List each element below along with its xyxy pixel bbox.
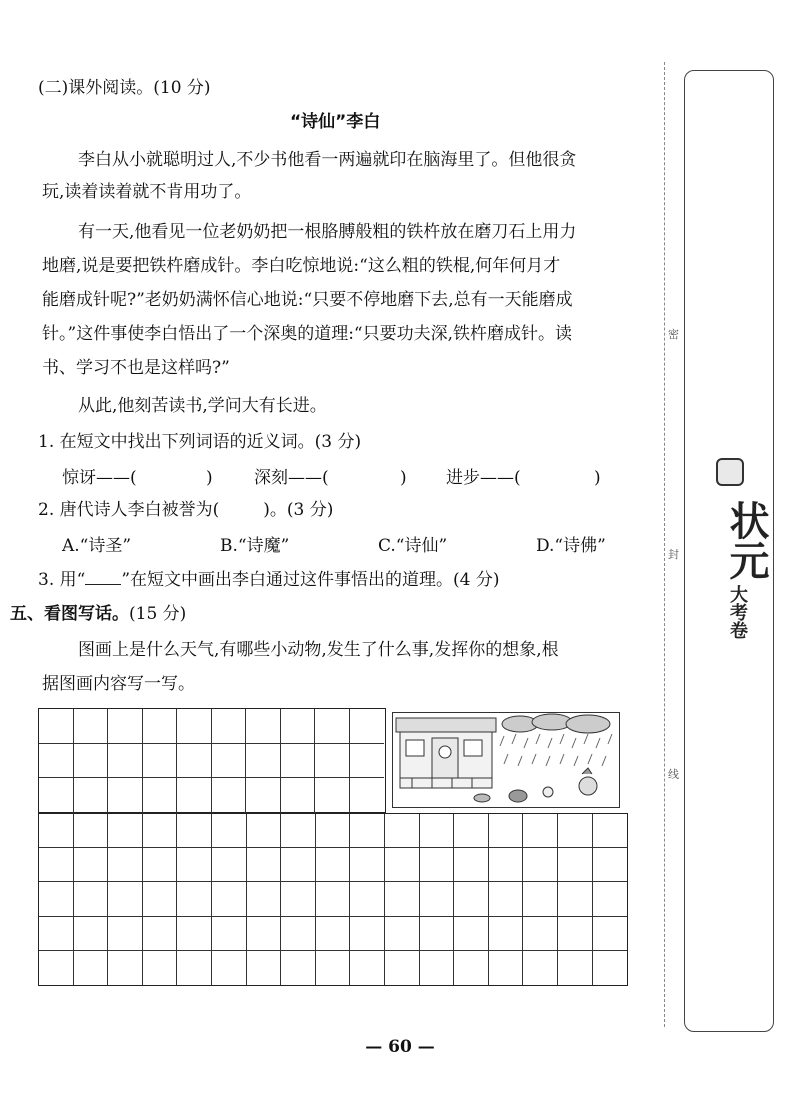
grid-cell[interactable]: [281, 814, 316, 848]
grid-cell[interactable]: [420, 917, 455, 951]
grid-cell[interactable]: [315, 709, 350, 744]
grid-cell[interactable]: [350, 744, 385, 779]
grid-cell[interactable]: [108, 882, 143, 916]
grid-cell[interactable]: [212, 951, 247, 985]
q2-option-c[interactable]: C.“诗仙”: [378, 536, 448, 556]
grid-cell[interactable]: [74, 709, 109, 744]
story-line: 书、学习不也是这样吗?”: [42, 358, 230, 378]
grid-cell[interactable]: [143, 778, 178, 813]
page-number: — 60 —: [365, 1037, 435, 1057]
grid-cell[interactable]: [315, 744, 350, 779]
grid-cell[interactable]: [108, 709, 143, 744]
grid-cell[interactable]: [108, 778, 143, 813]
cat-icon: [439, 746, 451, 758]
grid-cell[interactable]: [212, 917, 247, 951]
turtle-icon: [509, 790, 527, 802]
grid-cell[interactable]: [523, 848, 558, 882]
grid-cell[interactable]: [523, 814, 558, 848]
brand-logo-icon: [716, 458, 744, 486]
writing-prompt-line: 据图画内容写一写。: [42, 674, 195, 694]
grid-cell[interactable]: [350, 951, 385, 985]
chick-icon: [543, 787, 553, 797]
grid-cell[interactable]: [558, 882, 593, 916]
grid-cell[interactable]: [350, 814, 385, 848]
grid-cell[interactable]: [385, 814, 420, 848]
grid-cell[interactable]: [143, 709, 178, 744]
question-2-score: )。(3 分): [263, 500, 334, 520]
grid-cell[interactable]: [246, 709, 281, 744]
grid-cell[interactable]: [212, 848, 247, 882]
grid-cell[interactable]: [385, 917, 420, 951]
grid-cell[interactable]: [143, 744, 178, 779]
grid-cell[interactable]: [143, 882, 178, 916]
grid-cell[interactable]: [39, 917, 74, 951]
story-line: 针。”这件事使李白悟出了一个深奥的道理:“只要功夫深,铁杵磨成针。读: [42, 324, 573, 344]
q1-close-paren[interactable]: ): [400, 468, 407, 488]
rainy-day-illustration: [392, 712, 620, 808]
section-five-title: 五、看图写话。: [10, 604, 129, 624]
underline-mark-icon: [85, 568, 121, 585]
cloud-icon: [566, 715, 610, 733]
writing-grid-top[interactable]: [38, 708, 386, 813]
grid-cell[interactable]: [39, 778, 74, 813]
q1-word-progress: 进步——(: [446, 468, 521, 488]
story-title: “诗仙”李白: [290, 112, 381, 132]
q1-word-surprised: 惊讶——(: [62, 468, 137, 488]
grid-cell[interactable]: [212, 778, 247, 813]
grid-cell[interactable]: [281, 917, 316, 951]
grid-cell[interactable]: [420, 882, 455, 916]
grid-cell[interactable]: [593, 848, 628, 882]
grid-cell[interactable]: [593, 814, 628, 848]
grid-cell[interactable]: [350, 778, 385, 813]
story-line: 能磨成针呢?”老奶奶满怀信心地说:“只要不停地磨下去,总有一天能磨成: [42, 290, 573, 310]
grid-cell[interactable]: [247, 951, 282, 985]
grid-cell[interactable]: [177, 778, 212, 813]
grid-cell[interactable]: [39, 709, 74, 744]
grid-cell[interactable]: [74, 814, 109, 848]
grid-cell[interactable]: [177, 814, 212, 848]
grid-cell[interactable]: [74, 778, 109, 813]
grid-cell[interactable]: [454, 814, 489, 848]
q1-close-paren[interactable]: ): [594, 468, 601, 488]
seal-char: 线: [668, 768, 679, 781]
writing-prompt-line: 图画上是什么天气,有哪些小动物,发生了什么事,发挥你的想象,根: [78, 640, 559, 660]
grid-cell[interactable]: [558, 951, 593, 985]
grid-cell[interactable]: [316, 882, 351, 916]
grid-cell[interactable]: [489, 917, 524, 951]
q1-close-paren[interactable]: ): [206, 468, 213, 488]
grid-cell[interactable]: [316, 848, 351, 882]
grid-cell[interactable]: [523, 951, 558, 985]
grid-cell[interactable]: [177, 709, 212, 744]
section-five-heading: [10, 602, 186, 626]
grid-cell[interactable]: [489, 814, 524, 848]
grid-cell[interactable]: [74, 848, 109, 882]
writing-grid-bottom[interactable]: [38, 813, 628, 986]
grid-cell[interactable]: [350, 709, 385, 744]
grid-cell[interactable]: [420, 814, 455, 848]
grid-cell[interactable]: [316, 814, 351, 848]
grid-cell[interactable]: [247, 814, 282, 848]
grid-cell[interactable]: [350, 917, 385, 951]
seal-line: [664, 62, 665, 1027]
grid-cell[interactable]: [281, 951, 316, 985]
grid-cell[interactable]: [212, 882, 247, 916]
grid-cell[interactable]: [74, 744, 109, 779]
brand-name: 状元: [723, 500, 769, 580]
grid-cell[interactable]: [315, 778, 350, 813]
grid-cell[interactable]: [246, 744, 281, 779]
grid-cell[interactable]: [247, 882, 282, 916]
question-1: 1. 在短文中找出下列词语的近义词。(3 分): [38, 432, 362, 452]
question-3-text-after: ”在短文中画出李白通过这件事悟出的道理。(4 分): [121, 570, 500, 590]
grid-cell[interactable]: [489, 882, 524, 916]
grid-cell[interactable]: [281, 882, 316, 916]
grid-cell[interactable]: [247, 848, 282, 882]
story-line: 李白从小就聪明过人,不少书他看一两遍就印在脑海里了。但他很贪: [78, 150, 577, 170]
grid-cell[interactable]: [39, 744, 74, 779]
grid-cell[interactable]: [143, 951, 178, 985]
grid-cell[interactable]: [143, 848, 178, 882]
story-line: 地磨,说是要把铁杵磨成针。李白吃惊地说:“这么粗的铁棍,何年何月才: [42, 256, 561, 276]
grid-cell[interactable]: [558, 848, 593, 882]
grid-cell[interactable]: [593, 882, 628, 916]
grid-cell[interactable]: [177, 882, 212, 916]
house-roof-icon: [396, 718, 496, 732]
grid-cell[interactable]: [454, 848, 489, 882]
grid-cell[interactable]: [212, 814, 247, 848]
grid-cell[interactable]: [523, 917, 558, 951]
grid-cell[interactable]: [177, 951, 212, 985]
grid-cell[interactable]: [454, 951, 489, 985]
seal-char: 密: [668, 328, 679, 341]
grid-cell[interactable]: [74, 951, 109, 985]
grid-cell[interactable]: [74, 882, 109, 916]
q2-option-d[interactable]: D.“诗佛”: [536, 536, 606, 556]
story-line: 从此,他刻苦读书,学问大有长进。: [78, 396, 327, 416]
grid-cell[interactable]: [316, 917, 351, 951]
section-five-score: (15 分): [129, 604, 187, 624]
grid-cell[interactable]: [246, 778, 281, 813]
grid-cell[interactable]: [281, 778, 316, 813]
grid-cell[interactable]: [454, 917, 489, 951]
question-3-text-before: 3. 用“: [38, 570, 86, 590]
grid-cell[interactable]: [212, 744, 247, 779]
grid-cell[interactable]: [420, 848, 455, 882]
grid-cell[interactable]: [385, 848, 420, 882]
grid-cell[interactable]: [108, 848, 143, 882]
q2-option-a[interactable]: A.“诗圣”: [62, 536, 132, 556]
grid-cell[interactable]: [212, 709, 247, 744]
grid-cell[interactable]: [350, 848, 385, 882]
grid-cell[interactable]: [281, 848, 316, 882]
turtle-icon: [474, 794, 490, 802]
grid-cell[interactable]: [39, 882, 74, 916]
rooster-icon: [579, 777, 597, 795]
grid-cell[interactable]: [177, 848, 212, 882]
grid-cell[interactable]: [593, 951, 628, 985]
grid-cell[interactable]: [558, 814, 593, 848]
grid-cell[interactable]: [108, 917, 143, 951]
grid-cell[interactable]: [281, 709, 316, 744]
section-heading-extra-reading: (二)课外阅读。(10 分): [38, 78, 211, 98]
grid-cell[interactable]: [350, 882, 385, 916]
question-3: [38, 568, 500, 592]
grid-cell[interactable]: [281, 744, 316, 779]
grid-cell[interactable]: [523, 882, 558, 916]
grid-cell[interactable]: [39, 951, 74, 985]
grid-cell[interactable]: [385, 951, 420, 985]
grid-cell[interactable]: [143, 917, 178, 951]
grid-cell[interactable]: [454, 882, 489, 916]
grid-cell[interactable]: [143, 814, 178, 848]
grid-cell[interactable]: [39, 814, 74, 848]
grid-cell[interactable]: [177, 917, 212, 951]
story-line: 有一天,他看见一位老奶奶把一根胳膊般粗的铁杵放在磨刀石上用力: [78, 222, 577, 242]
grid-cell[interactable]: [247, 917, 282, 951]
seal-char: 封: [668, 548, 679, 561]
grid-cell[interactable]: [593, 917, 628, 951]
grid-cell[interactable]: [489, 951, 524, 985]
question-2-text: 2. 唐代诗人李白被誉为(: [38, 500, 220, 520]
grid-cell[interactable]: [420, 951, 455, 985]
question-2: [38, 498, 333, 522]
grid-cell[interactable]: [489, 848, 524, 882]
grid-cell[interactable]: [74, 917, 109, 951]
grid-cell[interactable]: [39, 848, 74, 882]
grid-cell[interactable]: [177, 744, 212, 779]
grid-cell[interactable]: [108, 814, 143, 848]
grid-cell[interactable]: [108, 951, 143, 985]
story-line: 玩,读着读着就不肯用功了。: [42, 182, 252, 202]
q1-word-profound: 深刻——(: [254, 468, 329, 488]
grid-cell[interactable]: [558, 917, 593, 951]
grid-cell[interactable]: [108, 744, 143, 779]
grid-cell[interactable]: [385, 882, 420, 916]
grid-cell[interactable]: [316, 951, 351, 985]
q2-option-b[interactable]: B.“诗魔”: [220, 536, 290, 556]
brand-subtitle: 大考卷: [727, 585, 748, 639]
